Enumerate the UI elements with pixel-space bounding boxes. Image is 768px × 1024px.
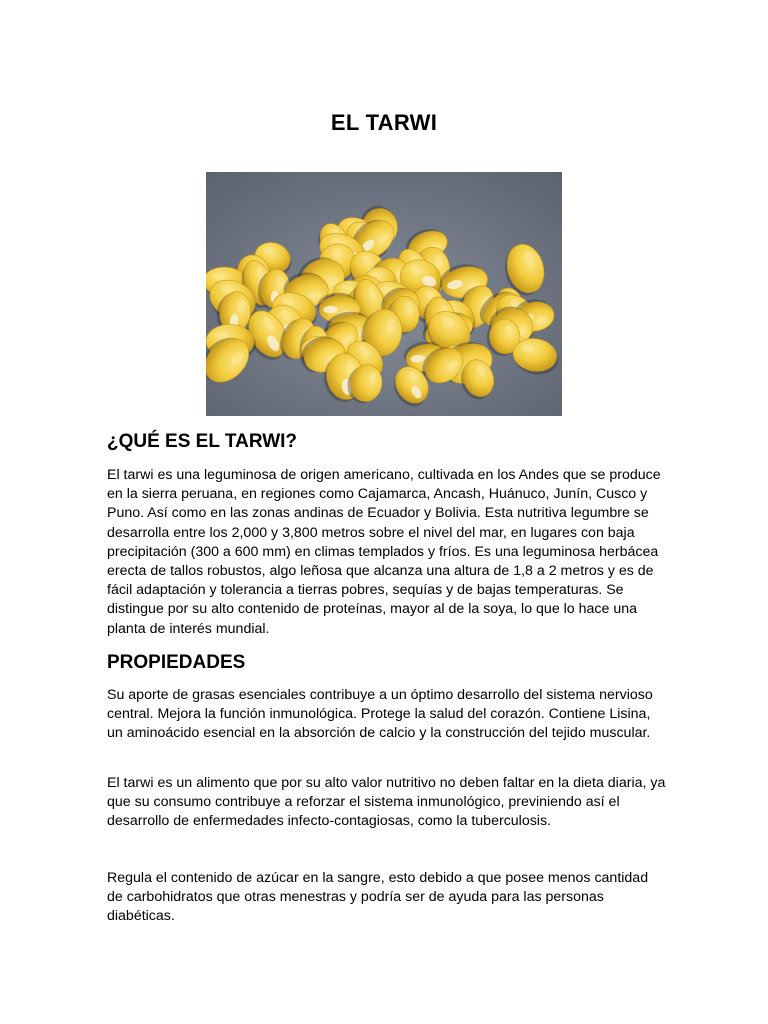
tarwi-beans-photo: [206, 172, 562, 416]
section-heading-que-es: ¿QUÉ ES EL TARWI?: [107, 431, 298, 452]
section-heading-propiedades: PROPIEDADES: [107, 652, 246, 673]
tarwi-beans-image: [206, 172, 562, 416]
page-title: EL TARWI: [330, 110, 438, 135]
paragraph-propiedades-2: El tarwi es un alimento que por su alto valor nutritivo no deben faltar en la dieta diaria, ya que su consumo contribuye a reforzar el sistema inmunológico, previniendo así el desarrollo de enfermedades infecto-contagiosas, como la tuberculosis.: [107, 775, 666, 830]
paragraph-propiedades-1: Su aporte de grasas esenciales contribuye a un óptimo desarrollo del sistema nervioso central. Mejora la función inmunológica. Protege la salud del corazón. Contiene Lisina, un aminoácido esencial en la absorción de calcio y la construcción del tejido muscular.: [107, 687, 653, 742]
paragraph-propiedades-3: Regula el contenido de azúcar en la sangre, esto debido a que posee menos cantidad de carbohidratos que otras menestras y podría ser de ayuda para las personas diabéticas.: [107, 870, 649, 925]
paragraph-que-es: El tarwi es una leguminosa de origen americano, cultivada en los Andes que se produce en la sierra peruana, en regiones como Cajamarca, Ancash, Huánuco, Junín, Cusco y Puno. Así como en las zonas andinas de Ecuador y Bolivia. Esta nutritiva legumbre se desarrolla entre los 2,000 y 3,800 metros sobre el nivel del mar, en lugares con baja precipitación (300 a 600 mm) en climas templados y fríos. Es una leguminosa herbácea erecta de tallos robustos, algo leñosa que alcanza una altura de 1,8 a 2 metros y es de fácil adaptación y tolerancia a tierras pobres, sequías y de bajas temperaturas. Se distingue por su alto contenido de proteínas, mayor al de la soya, lo que lo hace una planta de interés mundial.: [107, 467, 661, 637]
